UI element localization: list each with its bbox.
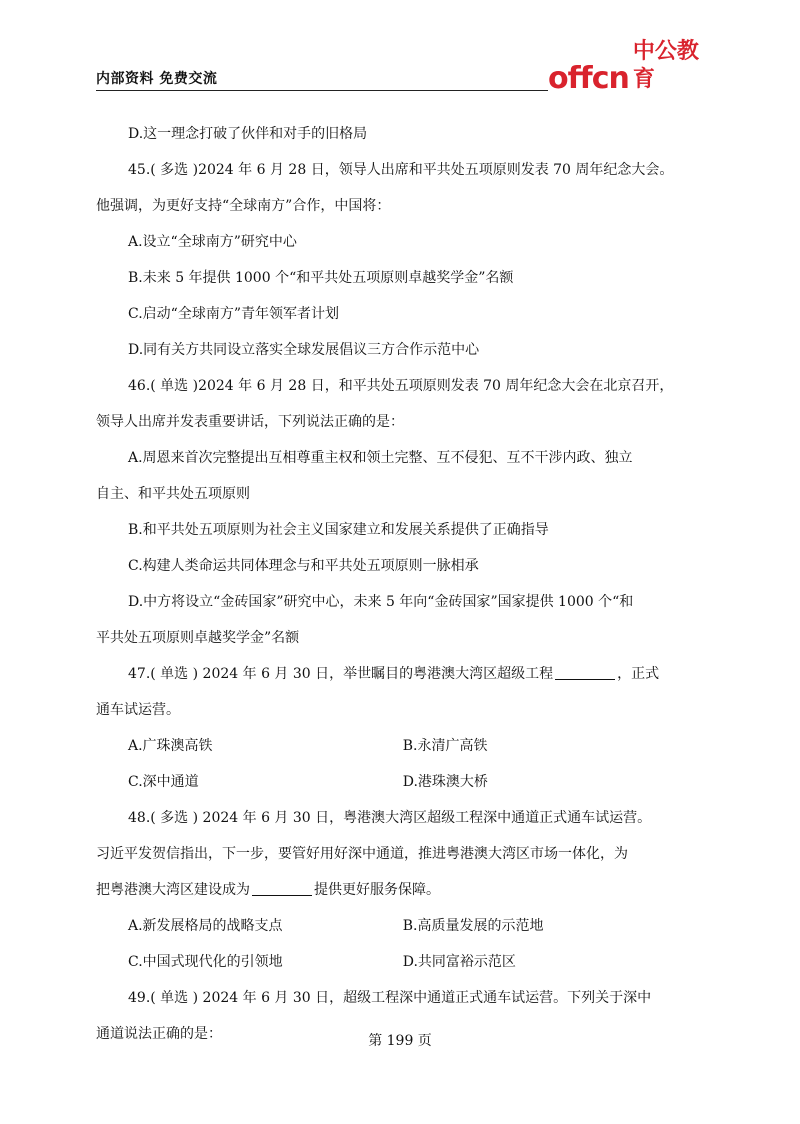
- page-header: [96, 39, 706, 96]
- fill-in-blank: [555, 665, 615, 680]
- q46-option-a-line2: 自主、和平共处五项原则: [96, 486, 250, 502]
- q45-option-d: D.同有关方共同设立落实全球发展倡议三方合作示范中心: [128, 342, 480, 358]
- q48-option-d: D.共同富裕示范区: [402, 954, 516, 970]
- question-47-line1: [96, 656, 708, 692]
- q48-text-after-blank: 提供更好服务保障。: [314, 882, 440, 898]
- q45-option-a: A.设立“全球南方”研究中心: [128, 234, 297, 250]
- q46-option-b: B.和平共处五项原则为社会主义国家建立和发展关系提供了正确指导: [128, 522, 549, 538]
- question-46-line1: 46.( 单选 )2024 年 6 月 28 日，和平共处五项原则发表 70 周年纪念大会在北京召开，: [128, 378, 674, 394]
- q47-options-row1: [96, 728, 708, 764]
- q47-text-after-blank: ，正式: [617, 666, 660, 682]
- q47-option-c: C.深中通道: [128, 774, 199, 790]
- q47-text-before-blank: 47.( 单选 ) 2024 年 6 月 30 日，举世瞩目的粤港澳大湾区超级工程: [128, 666, 554, 682]
- q48-option-a: A.新发展格局的战略支点: [128, 918, 283, 934]
- question-45-line2: 他强调，为更好支持“全球南方”合作，中国将：: [96, 198, 391, 214]
- q48-options-row2: [96, 944, 708, 980]
- document-body: [96, 116, 708, 1052]
- logo-cn-text: 中公教育: [632, 39, 699, 92]
- q45-option-b: B.未来 5 年提供 1000 个“和平共处五项原则卓越奖学金”名额: [128, 270, 514, 286]
- q48-option-b: B.高质量发展的示范地: [402, 918, 544, 934]
- header-left-text: 内部资料 免费交流: [96, 71, 218, 87]
- q46-option-d-line1: D.中方将设立“金砖国家”研究中心，未来 5 年向“金砖国家”国家提供 1000 个“和: [128, 594, 634, 610]
- fill-in-blank: [252, 881, 312, 896]
- q47-options-row2: [96, 764, 708, 800]
- option-d-prev: D.这一理念打破了伙伴和对手的旧格局: [128, 126, 368, 142]
- logo-latin-text: offcn: [548, 61, 629, 96]
- q48-options-row1: [96, 908, 708, 944]
- q48-option-c: C.中国式现代化的引领地: [128, 954, 283, 970]
- question-49-line2: 通道说法正确的是：: [96, 1026, 222, 1042]
- q45-option-c: C.启动“全球南方”青年领军者计划: [128, 306, 339, 322]
- question-48-line2: 习近平发贺信指出，下一步，要管好用好深中通道，推进粤港澳大湾区市场一体化，为: [96, 846, 628, 862]
- page-number: 第 199 页: [368, 1033, 432, 1049]
- q47-option-d: D.港珠澳大桥: [402, 774, 488, 790]
- q47-option-a: A.广珠澳高铁: [128, 738, 213, 754]
- question-46-line2: 领导人出席并发表重要讲话，下列说法正确的是：: [96, 414, 404, 430]
- q46-option-c: C.构建人类命运共同体理念与和平共处五项原则一脉相承: [128, 558, 479, 574]
- header-rule: [96, 90, 548, 91]
- q47-option-b: B.永清广高铁: [402, 738, 488, 754]
- question-48-line3: [96, 872, 708, 908]
- question-48-line1: 48.( 多选 ) 2024 年 6 月 30 日，粤港澳大湾区超级工程深中通道正式通车试运营。: [128, 810, 652, 826]
- q48-text-before-blank: 把粤港澳大湾区建设成为: [96, 882, 250, 898]
- offcn-logo: [548, 39, 706, 96]
- question-45-line1: 45.( 多选 )2024 年 6 月 28 日，领导人出席和平共处五项原则发表 70 周年纪念大会。: [128, 162, 674, 178]
- q46-option-d-line2: 平共处五项原则卓越奖学金”名额: [96, 630, 300, 646]
- q46-option-a-line1: A.周恩来首次完整提出互相尊重主权和领土完整、互不侵犯、互不干涉内政、独立: [128, 450, 633, 466]
- question-47-line2: 通车试运营。: [96, 702, 180, 718]
- question-49-line1: 49.( 单选 ) 2024 年 6 月 30 日，超级工程深中通道正式通车试运营。下列关于深中: [128, 990, 652, 1006]
